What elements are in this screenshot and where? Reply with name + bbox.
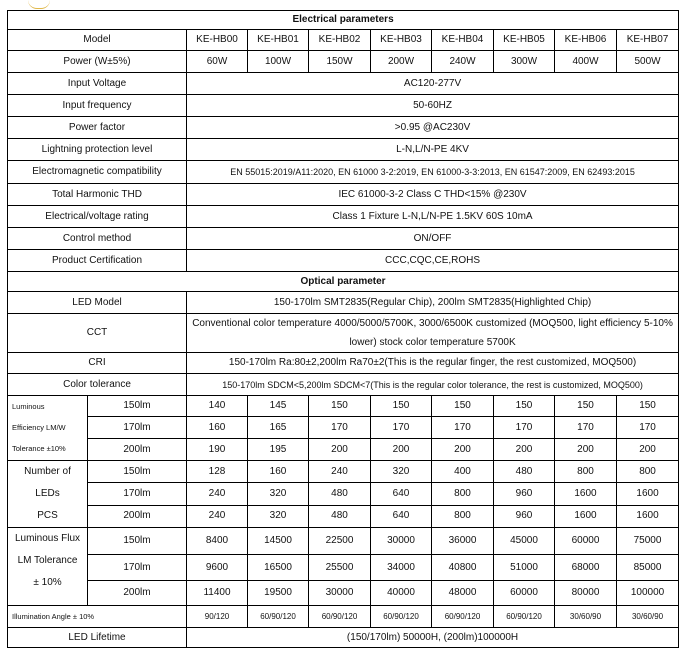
- power-cell: 200W: [371, 51, 432, 73]
- efficacy-label-line: Luminous: [12, 402, 45, 411]
- power-cell: 400W: [555, 51, 617, 73]
- cct-value: Conventional color temperature 4000/5000/5700K, 3000/6500K customized (MOQ500, light efficiency 5-10% lower) stock color temperature 5700K: [187, 314, 679, 353]
- spec-label: Lightning protection level: [8, 139, 187, 161]
- lumen-class-cell: 150lm: [88, 396, 187, 417]
- led-count-value: 240: [187, 483, 248, 505]
- lumen-class-cell: 200lm: [88, 439, 187, 461]
- luminous-flux-value: 8400: [187, 528, 248, 555]
- led-count-value: 1600: [555, 483, 617, 505]
- model-label: Model: [8, 30, 187, 51]
- power-cell: 500W: [617, 51, 679, 73]
- led-count-value: 128: [187, 461, 248, 483]
- efficacy-value: 170: [494, 417, 555, 439]
- spec-row: [8, 206, 679, 228]
- spec-table: [7, 10, 679, 648]
- luminous-flux-value: 51000: [494, 555, 555, 581]
- spec-value: >0.95 @AC230V: [187, 117, 679, 139]
- lumen-class-cell: 150lm: [88, 461, 187, 483]
- angle-value: 60/90/120: [371, 606, 432, 628]
- color-tolerance-value: 150-170lm SDCM<5,200lm SDCM<7(This is the regular color tolerance, the rest is customized, MOQ500): [187, 374, 679, 396]
- efficacy-row: [8, 417, 679, 439]
- model-cell: KE-HB06: [555, 30, 617, 51]
- angle-label: Illumination Angle ± 10%: [8, 606, 187, 628]
- luminous-flux-value: 45000: [494, 528, 555, 555]
- spec-row: [8, 161, 679, 184]
- led-count-value: 480: [309, 505, 371, 527]
- luminous-flux-row: [8, 528, 679, 555]
- power-cell: 300W: [494, 51, 555, 73]
- spec-value: EN 55015:2019/A11:2020, EN 61000 3-2:2019, EN 61000-3-3:2013, EN 61547:2009, EN 62493:2015: [187, 161, 679, 184]
- angle-value: 60/90/120: [432, 606, 494, 628]
- led-count-value: 640: [371, 505, 432, 527]
- efficacy-value: 190: [187, 439, 248, 461]
- luminous-flux-row: [8, 581, 679, 606]
- spec-sheet: [7, 10, 678, 648]
- luminous-flux-value: 85000: [617, 555, 679, 581]
- spec-value: CCC,CQC,CE,ROHS: [187, 250, 679, 272]
- model-cell: KE-HB07: [617, 30, 679, 51]
- power-cell: 150W: [309, 51, 371, 73]
- efficacy-value: 150: [432, 396, 494, 417]
- luminous-flux-value: 9600: [187, 555, 248, 581]
- angle-value: 30/60/90: [617, 606, 679, 628]
- luminous-flux-label-line: ± 10%: [33, 577, 62, 588]
- efficacy-row: [8, 439, 679, 461]
- led-count-row: [8, 483, 679, 505]
- spec-value: ON/OFF: [187, 228, 679, 250]
- cri-row: [8, 353, 679, 374]
- efficacy-value: 195: [248, 439, 309, 461]
- luminous-flux-value: 11400: [187, 581, 248, 606]
- luminous-flux-value: 25500: [309, 555, 371, 581]
- led-count-value: 960: [494, 505, 555, 527]
- spec-label: Control method: [8, 228, 187, 250]
- luminous-flux-value: 34000: [371, 555, 432, 581]
- model-cell: KE-HB04: [432, 30, 494, 51]
- efficacy-value: 170: [555, 417, 617, 439]
- power-cell: 100W: [248, 51, 309, 73]
- spec-value: AC120-277V: [187, 73, 679, 95]
- model-cell: KE-HB01: [248, 30, 309, 51]
- model-cell: KE-HB02: [309, 30, 371, 51]
- model-row: [8, 30, 679, 51]
- color-tolerance-row: [8, 374, 679, 396]
- power-row: [8, 51, 679, 73]
- luminous-flux-label-line: Luminous Flux: [14, 533, 81, 544]
- led-count-label-line: LEDs: [35, 488, 60, 499]
- angle-value: 60/90/120: [309, 606, 371, 628]
- efficacy-value: 170: [617, 417, 679, 439]
- electrical-section-title: Electrical parameters: [8, 11, 679, 30]
- led-count-value: 160: [248, 461, 309, 483]
- efficacy-value: 200: [432, 439, 494, 461]
- led-count-value: 800: [432, 483, 494, 505]
- lifetime-row: [8, 628, 679, 648]
- spec-label: Input frequency: [8, 95, 187, 117]
- led-count-row: [8, 505, 679, 527]
- luminous-flux-label: [8, 528, 88, 606]
- led-count-value: 480: [494, 461, 555, 483]
- led-count-value: 800: [617, 461, 679, 483]
- led-count-value: 640: [371, 483, 432, 505]
- lumen-class-cell: 170lm: [88, 483, 187, 505]
- angle-value: 60/90/120: [494, 606, 555, 628]
- led-count-value: 240: [309, 461, 371, 483]
- efficacy-value: 200: [309, 439, 371, 461]
- led-count-value: 240: [187, 505, 248, 527]
- angle-value: 60/90/120: [248, 606, 309, 628]
- model-cell: KE-HB03: [371, 30, 432, 51]
- lifetime-label: LED Lifetime: [8, 628, 187, 648]
- efficacy-value: 170: [371, 417, 432, 439]
- logo-mark: [28, 0, 50, 9]
- luminous-flux-value: 30000: [371, 528, 432, 555]
- spec-value: IEC 61000-3-2 Class C THD<15% @230V: [187, 184, 679, 206]
- spec-row: [8, 117, 679, 139]
- luminous-flux-value: 22500: [309, 528, 371, 555]
- cct-row: [8, 314, 679, 353]
- luminous-flux-value: 75000: [617, 528, 679, 555]
- led-count-value: 960: [494, 483, 555, 505]
- luminous-flux-value: 68000: [555, 555, 617, 581]
- efficacy-value: 150: [309, 396, 371, 417]
- angle-value: 30/60/90: [555, 606, 617, 628]
- color-tolerance-label: Color tolerance: [8, 374, 187, 396]
- model-cell: KE-HB05: [494, 30, 555, 51]
- led-model-label: LED Model: [8, 292, 187, 314]
- luminous-flux-value: 100000: [617, 581, 679, 606]
- led-count-label-line: Number of: [24, 466, 71, 477]
- power-label: Power (W±5%): [8, 51, 187, 73]
- spec-label: Total Harmonic THD: [8, 184, 187, 206]
- led-count-value: 1600: [617, 505, 679, 527]
- efficacy-value: 150: [617, 396, 679, 417]
- efficacy-value: 200: [371, 439, 432, 461]
- luminous-flux-value: 60000: [494, 581, 555, 606]
- luminous-flux-value: 40000: [371, 581, 432, 606]
- spec-label: Input Voltage: [8, 73, 187, 95]
- efficacy-label: [8, 396, 88, 461]
- led-count-row: [8, 461, 679, 483]
- luminous-flux-label-line: LM Tolerance: [17, 555, 78, 566]
- efficacy-value: 170: [432, 417, 494, 439]
- luminous-flux-value: 36000: [432, 528, 494, 555]
- luminous-flux-value: 40800: [432, 555, 494, 581]
- efficacy-value: 200: [494, 439, 555, 461]
- luminous-flux-value: 80000: [555, 581, 617, 606]
- efficacy-value: 150: [494, 396, 555, 417]
- spec-row: [8, 250, 679, 272]
- luminous-flux-value: 48000: [432, 581, 494, 606]
- led-count-value: 800: [555, 461, 617, 483]
- spec-value: Class 1 Fixture L-N,L/N-PE 1.5KV 60S 10mA: [187, 206, 679, 228]
- efficacy-value: 140: [187, 396, 248, 417]
- spec-label: Electrical/voltage rating: [8, 206, 187, 228]
- angle-row: [8, 606, 679, 628]
- spec-label: Electromagnetic compatibility: [8, 161, 187, 184]
- led-count-value: 320: [248, 483, 309, 505]
- spec-row: [8, 228, 679, 250]
- spec-row: [8, 95, 679, 117]
- efficacy-value: 150: [371, 396, 432, 417]
- led-count-value: 480: [309, 483, 371, 505]
- efficacy-value: 170: [309, 417, 371, 439]
- cri-label: CRI: [8, 353, 187, 374]
- spec-value: 50-60HZ: [187, 95, 679, 117]
- luminous-flux-value: 60000: [555, 528, 617, 555]
- power-cell: 60W: [187, 51, 248, 73]
- angle-value: 90/120: [187, 606, 248, 628]
- led-count-value: 800: [432, 505, 494, 527]
- lumen-class-cell: 150lm: [88, 528, 187, 555]
- spec-label: Product Certification: [8, 250, 187, 272]
- efficacy-value: 200: [555, 439, 617, 461]
- luminous-flux-value: 19500: [248, 581, 309, 606]
- lumen-class-cell: 200lm: [88, 505, 187, 527]
- led-count-label: [8, 461, 88, 528]
- efficacy-value: 150: [555, 396, 617, 417]
- lumen-class-cell: 170lm: [88, 417, 187, 439]
- led-count-value: 1600: [617, 483, 679, 505]
- spec-row: [8, 73, 679, 95]
- spec-row: [8, 184, 679, 206]
- efficacy-value: 160: [187, 417, 248, 439]
- lumen-class-cell: 200lm: [88, 581, 187, 606]
- luminous-flux-value: 14500: [248, 528, 309, 555]
- led-model-row: [8, 292, 679, 314]
- power-cell: 240W: [432, 51, 494, 73]
- efficacy-value: 165: [248, 417, 309, 439]
- efficacy-value: 145: [248, 396, 309, 417]
- lifetime-value: (150/170lm) 50000H, (200lm)100000H: [187, 628, 679, 648]
- model-cell: KE-HB00: [187, 30, 248, 51]
- cri-value: 150-170lm Ra:80±2,200lm Ra70±2(This is the regular finger, the rest customized, MOQ500): [187, 353, 679, 374]
- spec-label: Power factor: [8, 117, 187, 139]
- efficacy-label-line: Tolerance ±10%: [12, 444, 66, 453]
- luminous-flux-value: 16500: [248, 555, 309, 581]
- luminous-flux-row: [8, 555, 679, 581]
- efficacy-label-line: Efficiency LM/W: [12, 423, 66, 432]
- luminous-flux-value: 30000: [309, 581, 371, 606]
- efficacy-value: 200: [617, 439, 679, 461]
- lumen-class-cell: 170lm: [88, 555, 187, 581]
- led-count-value: 320: [371, 461, 432, 483]
- spec-value: L-N,L/N-PE 4KV: [187, 139, 679, 161]
- led-count-label-line: PCS: [37, 510, 58, 521]
- led-count-value: 400: [432, 461, 494, 483]
- optical-section-title: Optical parameter: [8, 272, 679, 292]
- led-count-value: 1600: [555, 505, 617, 527]
- spec-row: [8, 139, 679, 161]
- led-model-value: 150-170lm SMT2835(Regular Chip), 200lm SMT2835(Highlighted Chip): [187, 292, 679, 314]
- cct-label: CCT: [8, 314, 187, 353]
- efficacy-row: [8, 396, 679, 417]
- led-count-value: 320: [248, 505, 309, 527]
